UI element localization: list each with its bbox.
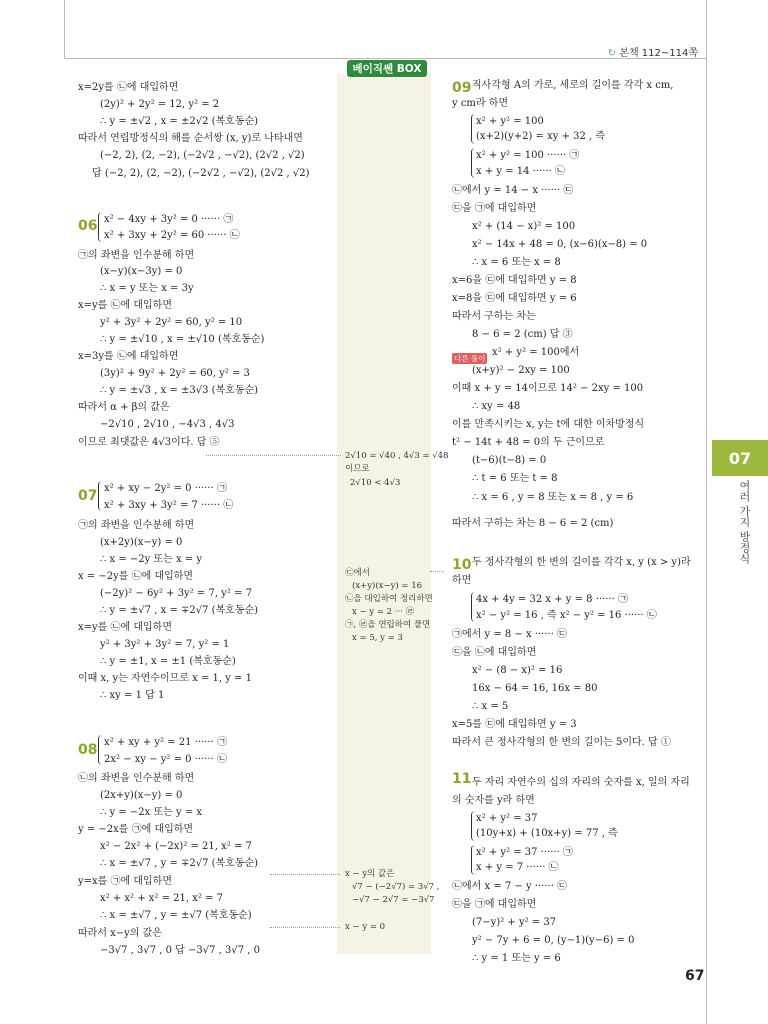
solution-line: ∴ x = y 또는 x = 3y: [100, 283, 194, 294]
solution-line: (7−y)² + y² = 37: [472, 917, 557, 928]
problem-number: 06: [78, 218, 98, 234]
solution-line: ㉡에서 y = 14 − x ······ ㉢: [452, 185, 574, 196]
side-note-line: ㉢에서: [345, 568, 370, 578]
solution-line: 이때 x + y = 14이므로 14² − 2xy = 100: [452, 383, 644, 394]
solution-line: x² − 4xy + 3y² = 0 ······ ㉠: [104, 214, 234, 225]
solution-line: t² − 14t + 48 = 0의 두 근이므로: [452, 437, 605, 448]
solution-line: ∴ y = −2x 또는 y = x: [100, 807, 203, 818]
solution-line: 답 (−2, 2), (2, −2), (−2√2 , −√2), (2√2 , √2): [92, 168, 310, 179]
solution-line: y² + 3y² + 3y² = 7, y² = 1: [100, 639, 230, 650]
solution-line: x² + 3xy + 3y² = 7 ······ ㉡: [104, 500, 234, 511]
leader-line: [430, 571, 444, 572]
solution-line: (x−y)(x−3y) = 0: [100, 266, 183, 277]
solution-line: x + y = 7 ······ ㉡: [476, 862, 559, 873]
solution-line: (2x+y)(x−y) = 0: [100, 790, 183, 801]
solution-line: 따라서 큰 정사각형의 한 변의 길이는 5이다. 답 ①: [452, 737, 671, 748]
solution-line: x² + xy − 2y² = 0 ······ ㉠: [104, 483, 227, 494]
solution-line: 4x + 4y = 32 x + y = 8 ······ ㉠: [476, 594, 628, 605]
solution-line: ∴ x = 5: [472, 701, 509, 712]
solution-line: x² + y² = 100 ······ ㉠: [476, 150, 580, 161]
solution-line: y = −2x를 ㉠에 대입하면: [78, 824, 194, 835]
system-brace: [98, 735, 103, 765]
problem-number: 10: [452, 557, 472, 573]
solution-line: ∴ t = 6 또는 t = 8: [472, 473, 558, 484]
solution-line: ㉠의 좌변을 인수분해 하면: [78, 520, 195, 531]
solution-line: 이므로 최댓값은 4√3이다. 답 ⑤: [78, 437, 220, 448]
solution-line: 따라서 α + β의 값은: [78, 402, 170, 413]
solution-line: y cm라 하면: [452, 98, 509, 109]
solution-line: x + y = 14 ······ ㉡: [476, 166, 565, 177]
solution-line: ∴ y = 1 또는 y = 6: [472, 953, 561, 964]
leader-line: [270, 927, 340, 928]
solution-line: ㉠에서 y = 8 − x ······ ㉢: [452, 629, 568, 640]
solution-line: ㉡에서 x = 7 − y ······ ㉢: [452, 881, 568, 892]
solution-line: x² − (8 − x)² = 16: [472, 665, 563, 676]
side-note-line: √7 − (−2√7) = 3√7 ,: [352, 882, 440, 892]
page-reference: ↻ 본책 112~114쪽: [607, 48, 698, 59]
chapter-title: 여러 가지 방정식: [738, 480, 751, 564]
solution-line: ∴ x = −2y 또는 x = y: [100, 554, 203, 565]
solution-line: x=8을 ㉢에 대입하면 y = 6: [452, 293, 577, 304]
solution-line: ∴ y = ±√3 , x = ±3√3 (복호동순): [100, 385, 259, 396]
solution-line: x² + y² = 100: [476, 116, 544, 127]
solution-line: (−2y)² − 6y² + 3y² = 7, y² = 7: [100, 588, 252, 599]
solution-line: (10y+x) + (10x+y) = 77 , 즉: [476, 828, 618, 839]
solution-line: ㉢을 ㉠에 대입하면: [452, 899, 537, 910]
right-margin-line: [706, 0, 707, 1024]
problem-number: 07: [78, 488, 98, 504]
solution-line: (x+2y)(x−y) = 0: [100, 537, 183, 548]
solution-line: ㉢을 ㉠에 대입하면: [452, 203, 537, 214]
solution-line: −3√7 , 3√7 , 0 답 −3√7 , 3√7 , 0: [100, 945, 261, 956]
solution-line: −2√10 , 2√10 , −4√3 , 4√3: [100, 419, 235, 430]
solution-line: ∴ xy = 1 답 1: [100, 690, 165, 701]
side-note-line: x − y = 0: [345, 922, 386, 932]
solution-line: (3y)² + 9y² + 2y² = 60, y² = 3: [100, 368, 250, 379]
solution-line: ∴ y = ±1, x = ±1 (복호동순): [100, 656, 236, 667]
side-note-line: x − y = 2 ··· ㉣: [352, 607, 415, 617]
solution-line: ㉠의 좌변을 인수분해 하면: [78, 250, 195, 261]
solution-line: ∴ x = ±√7 , y = ±√7 (복호동순): [100, 910, 252, 921]
problem-number: 11: [452, 771, 472, 787]
solution-line: 의 숫자를 y라 하면: [452, 795, 535, 806]
solution-line: x² − 2x² + (−2x)² = 21, x² = 7: [100, 841, 252, 852]
solution-line: x² + xy + y² = 21 ······ ㉠: [104, 737, 227, 748]
alt-solution-badge: 다른 풀이: [454, 354, 486, 363]
solution-line: 이를 만족시키는 x, y는 t에 대한 이차방정식: [452, 419, 645, 430]
solution-line: ∴ xy = 48: [472, 401, 521, 412]
left-margin-line: [64, 0, 65, 58]
solution-line: y² − 7y + 6 = 0, (y−1)(y−6) = 0: [472, 935, 635, 946]
side-note-line: 2√10 < 4√3: [350, 478, 401, 488]
solution-line: 2x² − xy − y² = 0 ······ ㉡: [104, 754, 227, 765]
solution-line: ∴ y = ±√7 , x = ∓2√7 (복호동순): [100, 605, 259, 616]
solution-line: x=y를 ㉡에 대입하면: [78, 622, 172, 633]
side-note-column: [337, 74, 431, 954]
solution-line: x = −2y를 ㉡에 대입하면: [78, 571, 194, 582]
solution-line: 16x − 64 = 16, 16x = 80: [472, 683, 598, 694]
solution-line: x² + 3xy + 2y² = 60 ······ ㉡: [104, 230, 240, 241]
solution-line: (x+2)(y+2) = xy + 32 , 즉: [476, 131, 606, 142]
side-note-line: ㉠, ㉣을 연립하여 풀면: [345, 620, 431, 630]
solution-line: x² + (14 − x)² = 100: [472, 221, 576, 232]
side-note-line: 이므로: [345, 464, 370, 474]
solution-line: ∴ x = 6 , y = 8 또는 x = 8 , y = 6: [472, 492, 634, 503]
solution-line: x² + y² = 100에서: [492, 347, 580, 358]
solution-line: x=y를 ㉡에 대입하면: [78, 300, 172, 311]
solution-line: x=2y를 ㉡에 대입하면: [78, 82, 179, 93]
solution-line: 따라서 x−y의 값은: [78, 928, 162, 939]
leader-line: [206, 455, 341, 456]
solution-line: 8 − 6 = 2 (cm) 답 ③: [472, 329, 573, 340]
solution-line: 따라서 구하는 차는 8 − 6 = 2 (cm): [452, 518, 614, 529]
system-brace: [98, 481, 103, 511]
solution-line: 따라서 연립방정식의 해를 순서쌍 (x, y)로 나타내면: [78, 133, 303, 144]
page-number: 67: [685, 968, 705, 984]
solution-line: (2y)² + 2y² = 12, y² = 2: [100, 99, 220, 110]
refresh-icon: ↻: [607, 48, 617, 59]
solution-line: x² + y² = 37: [476, 813, 538, 824]
solution-line: y² + 3y² + 2y² = 60, y² = 10: [100, 317, 243, 328]
box-title-badge: 베이직쎈 BOX: [347, 60, 427, 77]
side-note-line: ㉡을 대입하여 정리하면: [345, 594, 433, 604]
solution-line: ㉡의 좌변을 인수분해 하면: [78, 773, 195, 784]
solution-line: (x+y)² − 2xy = 100: [472, 365, 570, 376]
solution-line: x=6을 ㉢에 대입하면 y = 8: [452, 275, 577, 286]
solution-line: ∴ x = 6 또는 x = 8: [472, 257, 561, 268]
solution-line: x² − y² = 16 , 즉 x² − y² = 16 ······ ㉡: [476, 610, 657, 621]
solution-line: 직사각형 A의 가로, 세로의 길이를 각각 x cm,: [472, 80, 674, 91]
side-note-line: −√7 − 2√7 = −3√7: [352, 895, 435, 905]
solution-line: ∴ y = ±√2 , x = ±2√2 (복호동순): [100, 116, 259, 127]
side-note-line: 2√10 = √40 , 4√3 = √48: [345, 451, 449, 461]
solution-line: y=x를 ㉠에 대입하면: [78, 876, 172, 887]
solution-line: ∴ x = ±√7 , y = ∓2√7 (복호동순): [100, 858, 259, 869]
solution-line: 두 자리 자연수의 십의 자리의 숫자를 x, 일의 자리: [472, 777, 690, 788]
solution-line: x² + y² = 37 ······ ㉠: [476, 847, 573, 858]
side-note-line: x = 5, y = 3: [352, 633, 403, 643]
solution-line: x² + x² + x² = 21, x² = 7: [100, 893, 223, 904]
problem-number: 08: [78, 742, 98, 758]
solution-line: 하면: [452, 575, 472, 586]
solution-line: 이때 x, y는 자연수이므로 x = 1, y = 1: [78, 673, 252, 684]
system-brace: [98, 212, 103, 242]
side-note-line: x − y의 값은: [345, 869, 395, 879]
side-note-line: (x+y)(x−y) = 16: [352, 581, 423, 591]
solution-line: x=5를 ㉢에 대입하면 y = 3: [452, 719, 577, 730]
solution-line: ∴ y = ±√10 , x = ±√10 (복호동순): [100, 334, 265, 345]
solution-line: ㉢을 ㉡에 대입하면: [452, 647, 537, 658]
solution-line: x=3y를 ㉡에 대입하면: [78, 351, 179, 362]
solution-line: (−2, 2), (2, −2), (−2√2 , −√2), (2√2 , √2): [100, 150, 305, 161]
problem-number: 09: [452, 80, 472, 96]
chapter-tab: 07: [712, 440, 768, 476]
solution-line: x² − 14x + 48 = 0, (x−6)(x−8) = 0: [472, 239, 648, 250]
solution-line: 따라서 구하는 차는: [452, 311, 536, 322]
solution-line: 두 정사각형의 한 변의 길이를 각각 x, y (x > y)라: [472, 557, 691, 568]
leader-line: [270, 874, 340, 875]
solution-line: (t−6)(t−8) = 0: [472, 455, 547, 466]
